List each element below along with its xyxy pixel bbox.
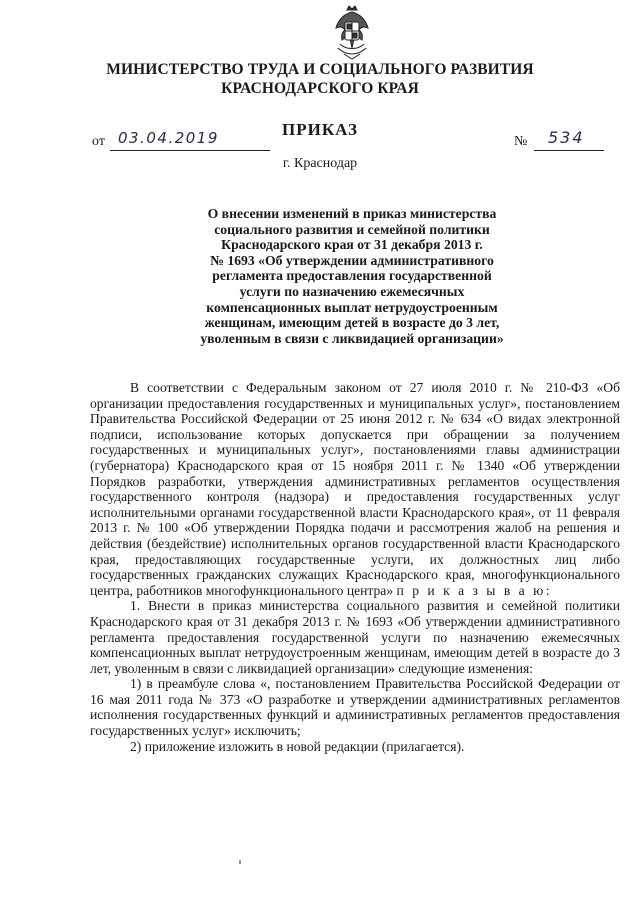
handwritten-number: 534 <box>548 128 585 147</box>
subject-line: О внесении изменений в приказ министерства <box>207 206 497 221</box>
order-subject <box>150 206 554 346</box>
subject-line: Краснодарского края от 31 декабря 2013 г. <box>221 237 483 253</box>
subject-line: № 1693 «Об утверждении административного <box>210 252 494 268</box>
date-prefix: от <box>92 134 105 149</box>
subitem-1-paragraph: 1) в преамбуле слова «, постановлением Правительства Российской Федерации от 16 мая 2011 года № 373 «О разработке и утверждении административных регламентов исполнения государственных функций и административных регламентов предоставления государственных услуг» исключить; <box>90 676 620 739</box>
subitem-2-paragraph: 2) приложение изложить в новой редакции (прилагается). <box>130 738 465 754</box>
order-verb: п р и к а з ы в а ю: <box>396 582 553 598</box>
subject-line: женщинам, имеющим детей в возрасте до 3 лет, <box>204 315 500 331</box>
preamble-text: В соответствии с Федеральным законом от 27 июля 2010 г. № 210-ФЗ «Об организации предоставления государственных и муниципальных услуг», постановлением Правительства Российской Федерации от 25 июня 2012 г. № 634 «О видах электронной подписи, использование которых допускается при обращении за получением государственных и муниципальных услуг», постановлениями главы администрации (губернатора) Краснодарского края от 15 ноября 2011 г. № 1340 «Об утверждении Порядков разработки, утверждения административных регламентов осуществления государственного контроля (надзора) и предоставления государственных услуг исполнительными органами государственной власти Краснодарского края», от 11 февраля 2013 г. № 100 «Об утверждении Порядка подачи и рассмотрения жалоб на решения и действия (бездействие) исполнительных органов государственной власти Краснодарского края, предоставляющих государственные услуги, их должностных лиц либо государственных гражданских служащих Краснодарского края, многофункционального центра, работников многофункционального центра» <box>90 380 620 598</box>
city: г. Краснодар <box>282 156 358 171</box>
coat-of-arms-icon <box>330 4 374 60</box>
preamble-paragraph <box>90 380 620 598</box>
date-underline <box>110 150 270 151</box>
item-1-paragraph: 1. Внести в приказ министерства социального развития и семейной политики Краснодарского края от 31 декабря 2013 г. № 1693 «Об утверждении административного регламента предоставления государственной услуги по назначению ежемесячных компенсационных выплат нетрудоустроенным женщинам, имеющим детей в возрасте до 3 лет, уволенным в связи с ликвидацией организации» следующие изменения: <box>90 598 620 676</box>
subject-line: услуги по назначению ежемесячных <box>239 283 465 299</box>
ministry-name-line1: МИНИСТЕРСТВО ТРУДА И СОЦИАЛЬНОГО РАЗВИТИЯ <box>106 61 534 78</box>
subject-line: социального развития и семейной политики <box>214 221 490 237</box>
order-body <box>90 380 620 754</box>
subject-line: компенсационных выплат нетрудоустроенным <box>206 299 498 315</box>
handwritten-date: 03.04.2019 <box>118 129 219 147</box>
ministry-name-line2: КРАСНОДАРСКОГО КРАЯ <box>221 80 419 97</box>
number-underline <box>534 150 604 151</box>
subject-line: регламента предоставления государственной <box>212 268 492 284</box>
subject-line: уволенным в связи с ликвидацией организации» <box>200 330 504 346</box>
order-title: ПРИКАЗ <box>282 120 358 139</box>
scan-speck <box>239 860 241 864</box>
number-prefix: № <box>514 134 528 149</box>
